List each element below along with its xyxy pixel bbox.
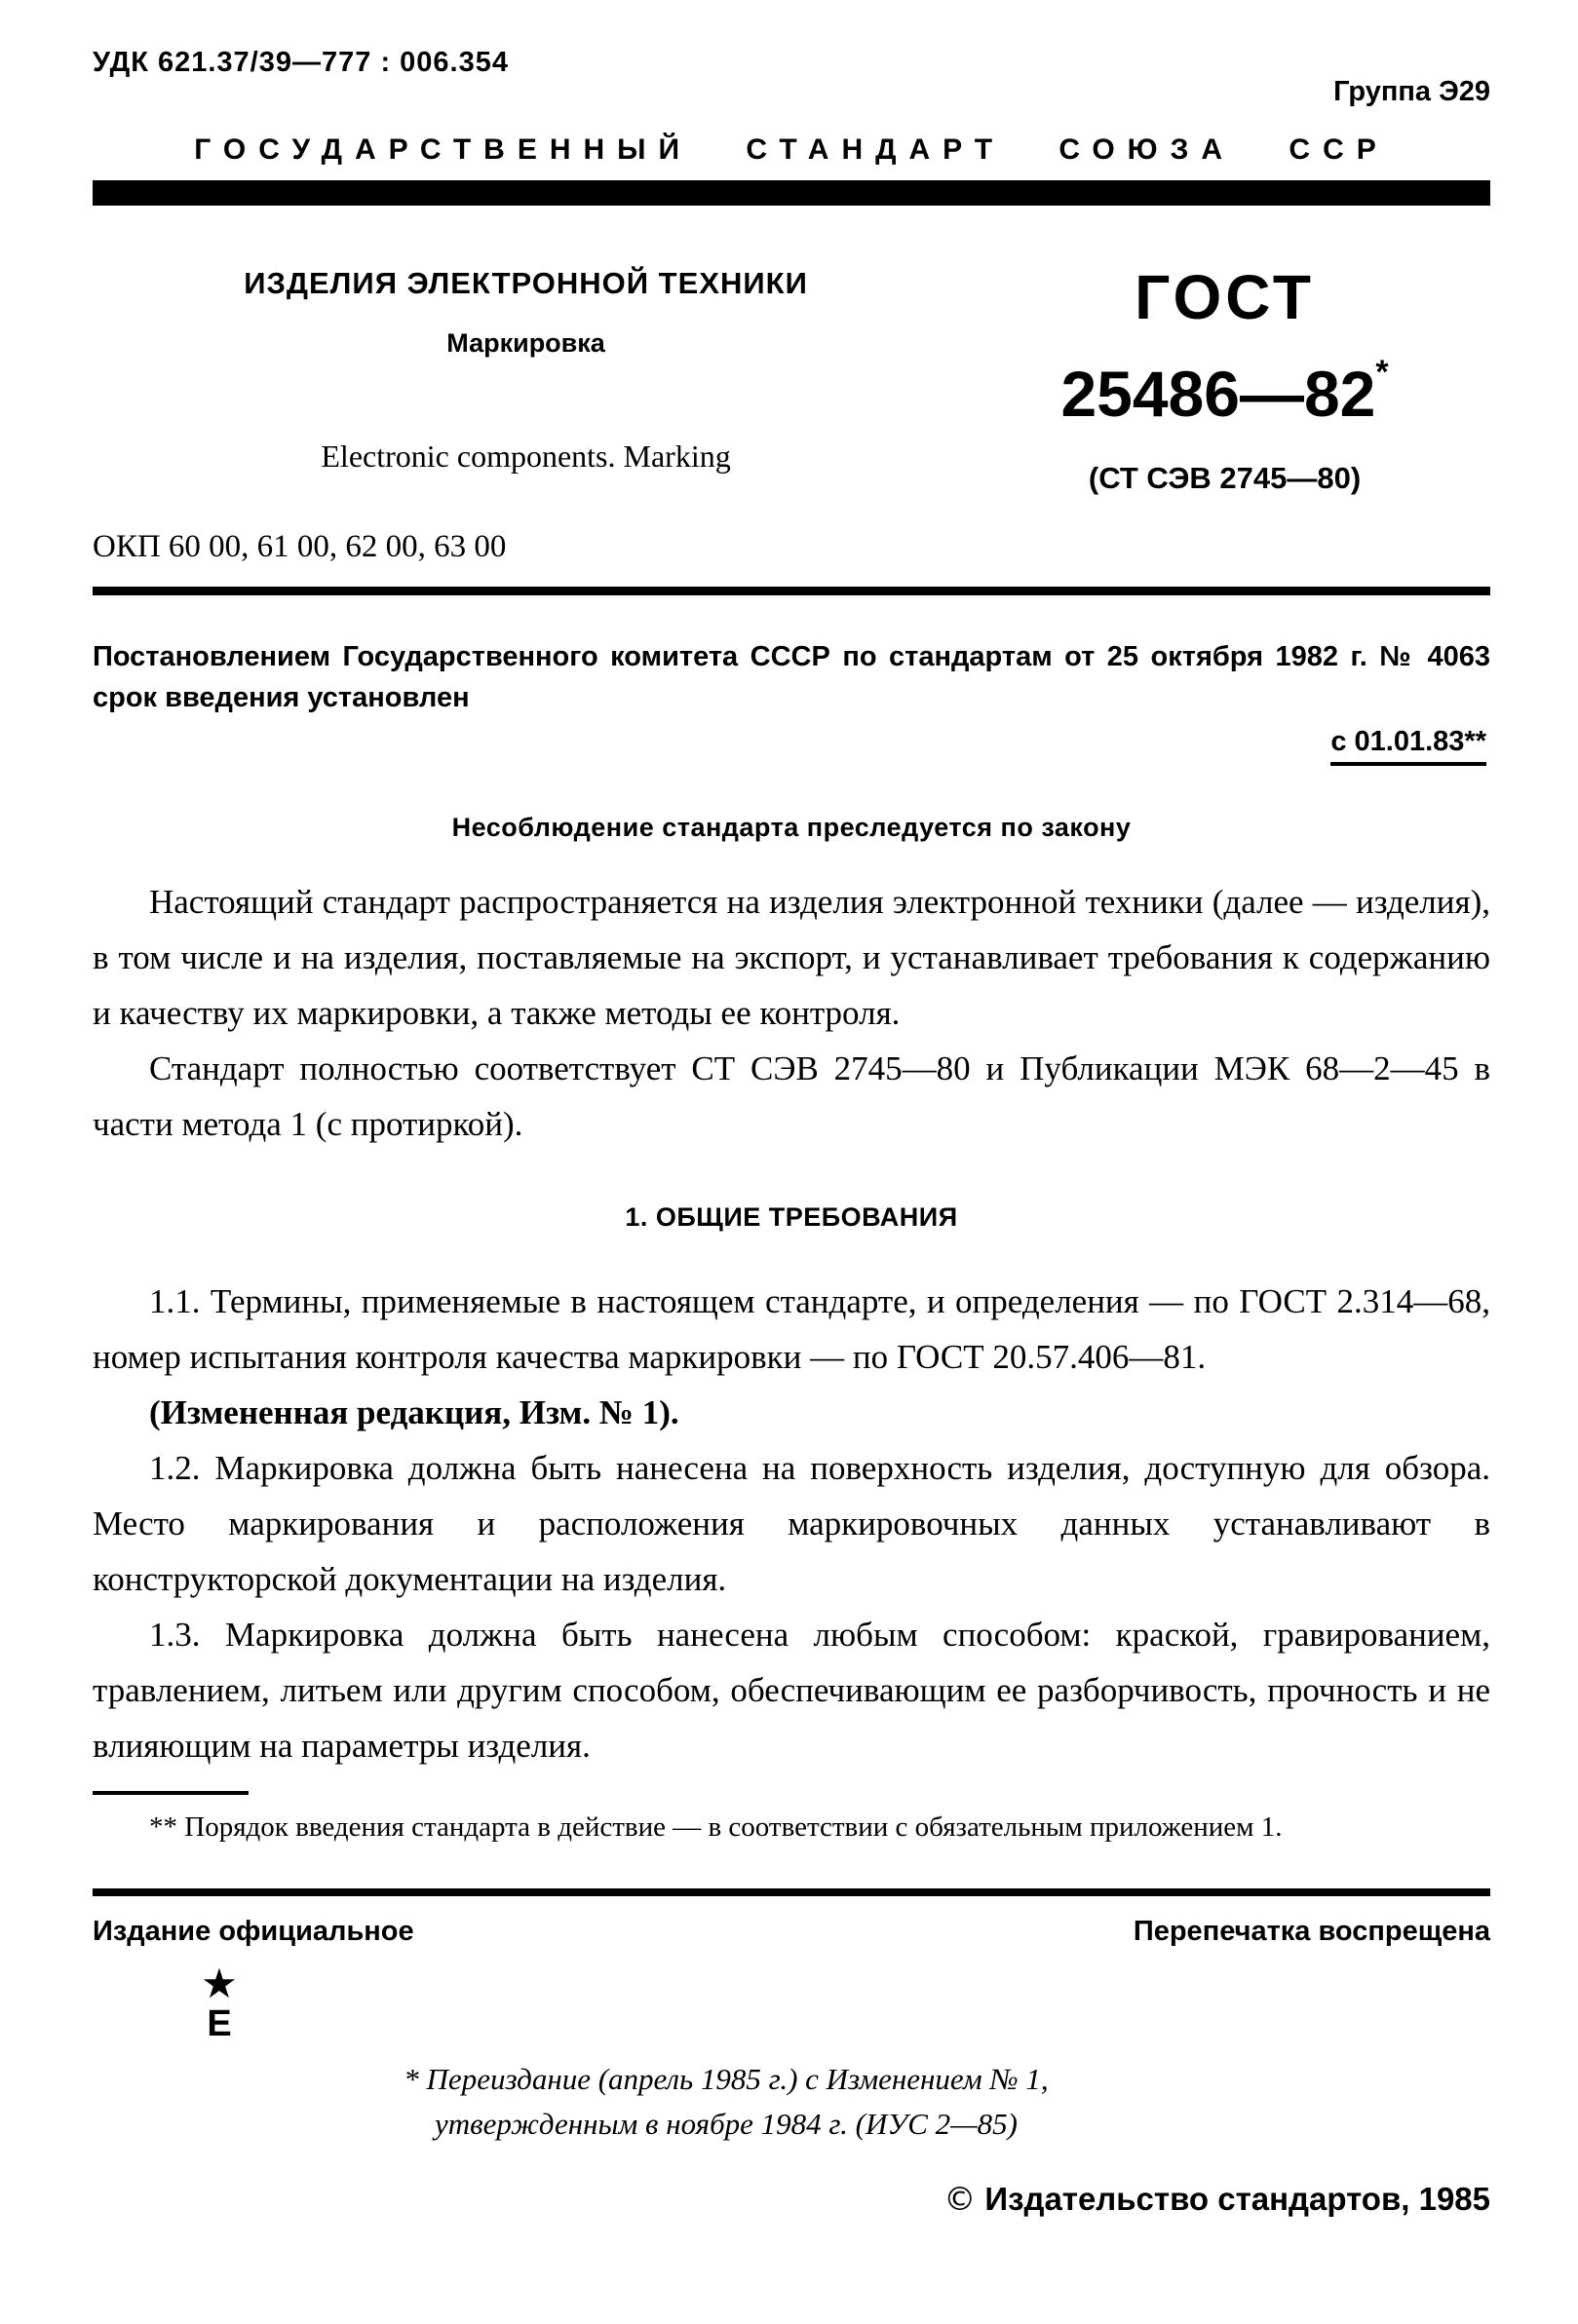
- section-1-heading: 1. ОБЩИЕ ТРЕБОВАНИЯ: [625, 1202, 958, 1232]
- reprint-prohibited-label: Перепечатка воспрещена: [1133, 1916, 1490, 1947]
- footnote-text: ** Порядок введения стандарта в действие — в соответствии с обязательным приложением 1.: [149, 1811, 1283, 1843]
- section-rule: [93, 587, 1490, 595]
- standard-title-en: Electronic components. Marking: [321, 438, 731, 474]
- reissue-note: [239, 2057, 1213, 2147]
- top-row: [93, 47, 1490, 108]
- standard-subtitle-ru: Маркировка: [446, 328, 605, 358]
- copyright-text: Издательство стандартов, 1985: [984, 2181, 1490, 2217]
- section-1-body: [93, 1274, 1490, 1773]
- state-standard-banner: ГОСУДАРСТВЕННЫЙ СТАНДАРТ СОЮЗА ССР: [194, 133, 1389, 166]
- intro-paragraph-2: Стандарт полностью соответствует СТ СЭВ 2745—80 и Публикации МЭК 68—2—45 в части метода 1 (с протиркой).: [93, 1049, 1490, 1143]
- paragraph-1-1: 1.1. Термины, применяемые в настоящем стандарте, и определения — по ГОСТ 2.314—68, номер испытания контроля качества маркировки — по ГОСТ 20.57.406—81.: [93, 1282, 1490, 1376]
- law-notice: Несоблюдение стандарта преследуется по закону: [451, 813, 1132, 842]
- title-section: [93, 262, 1490, 496]
- group-code: Группа Э29: [1333, 76, 1490, 107]
- udk-code: УДК 621.37/39—777 : 006.354: [93, 47, 509, 78]
- st-sev-reference: (СТ СЭВ 2745—80): [1088, 461, 1362, 495]
- paragraph-1-2: 1.2. Маркировка должна быть нанесена на поверхность изделия, доступную для обзора. Место маркирования и расположения маркировочных данных устанавливают в конструкторской документации на изделия.: [93, 1449, 1490, 1598]
- gost-number: [959, 354, 1490, 430]
- decree-paragraph: Постановлением Государственного комитета СССР по стандартам от 25 октября 1982 г. № 4063 срок введения установлен: [93, 641, 1490, 713]
- official-edition-label: Издание официальное: [93, 1916, 414, 1947]
- gost-number-star: *: [1375, 354, 1389, 391]
- footer-rule: [93, 1888, 1490, 1896]
- effective-date: с 01.01.83**: [1330, 726, 1486, 766]
- banner-rule: [93, 180, 1490, 206]
- footer-row: [93, 1916, 1490, 1948]
- gost-label: ГОСТ: [1135, 262, 1315, 332]
- effective-date-line: [93, 726, 1490, 766]
- intro-paragraph-1: Настоящий стандарт распространяется на изделия электронной техники (далее — изделия), в том числе и на изделия, поставляемые на экспорт, и устанавливает требования к содержанию и качеству их маркировки, а также методы ее контроля.: [93, 883, 1490, 1032]
- title-right-column: [959, 262, 1490, 496]
- series-letter: Е: [207, 2003, 232, 2044]
- standard-title-ru: ИЗДЕЛИЯ ЭЛЕКТРОННОЙ ТЕХНИКИ: [244, 266, 808, 300]
- reissue-note-line-1: * Переиздание (апрель 1985 г.) с Изменением № 1,: [404, 2062, 1049, 2096]
- okp-codes: ОКП 60 00, 61 00, 62 00, 63 00: [93, 529, 507, 564]
- reissue-note-line-2: утвержденным в ноябре 1984 г. (ИУС 2—85): [434, 2107, 1019, 2141]
- edition-mark: [200, 1962, 239, 2044]
- intro-text: [93, 874, 1490, 1152]
- title-left-column: [93, 266, 959, 496]
- footnote-rule: [93, 1791, 249, 1795]
- gost-number-value: 25486—82: [1060, 358, 1376, 430]
- copyright-line: [93, 2180, 1490, 2218]
- amendment-note: (Измененная редакция, Изм. № 1).: [149, 1393, 679, 1431]
- star-icon: ★: [201, 1962, 238, 2007]
- copyright-icon: ©: [943, 2180, 977, 2218]
- paragraph-1-3: 1.3. Маркировка должна быть нанесена любым способом: краской, гравированием, травлением, литьем или другим способом, обеспечивающим ее разборчивость, прочность и не влияющим на параметры изделия.: [93, 1616, 1490, 1765]
